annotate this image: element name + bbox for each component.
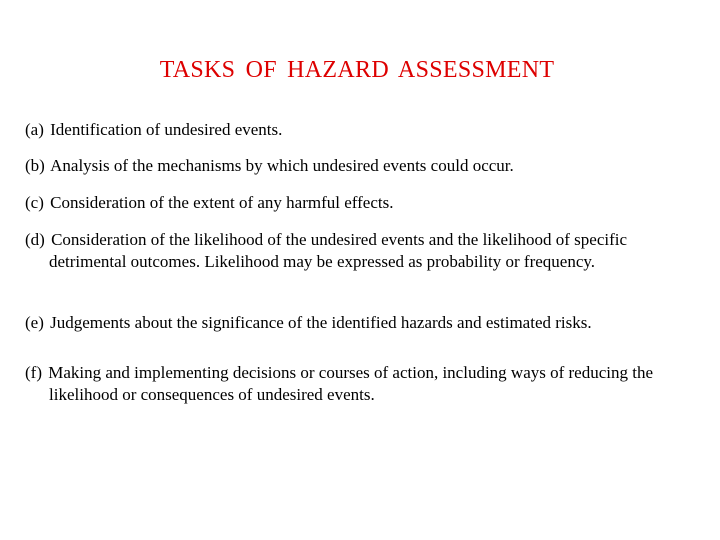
list-item-e <box>25 312 685 334</box>
list-item-f <box>25 362 685 406</box>
list-marker: (a) <box>25 120 44 139</box>
list-marker: (c) <box>25 193 44 212</box>
list-item-text: Making and implementing decisions or courses of action, including ways of reducing the likelihood or consequences of undesired events. <box>48 363 654 404</box>
list-item-text: Judgements about the significance of the identified hazards and estimated risks. <box>50 313 592 332</box>
list-item-text: Analysis of the mechanisms by which undesired events could occur. <box>50 156 514 175</box>
list-item-text: Consideration of the likelihood of the undesired events and the likelihood of specific detrimental outcomes. Likelihood may be expressed as probability or frequency. <box>49 230 628 271</box>
slide-title: TASKS OF HAZARD ASSESSMENT <box>159 57 555 83</box>
list-item-a <box>25 119 685 141</box>
list-item-text: Identification of undesired events. <box>50 120 283 139</box>
list-marker: (d) <box>25 230 45 249</box>
list-item-b <box>25 155 685 177</box>
list-item-text: Consideration of the extent of any harmful effects. <box>50 193 394 212</box>
list-marker: (e) <box>25 313 44 332</box>
list-marker: (f) <box>25 363 42 382</box>
list-item-c <box>25 192 685 214</box>
list-marker: (b) <box>25 156 45 175</box>
list-item-d <box>25 229 685 273</box>
